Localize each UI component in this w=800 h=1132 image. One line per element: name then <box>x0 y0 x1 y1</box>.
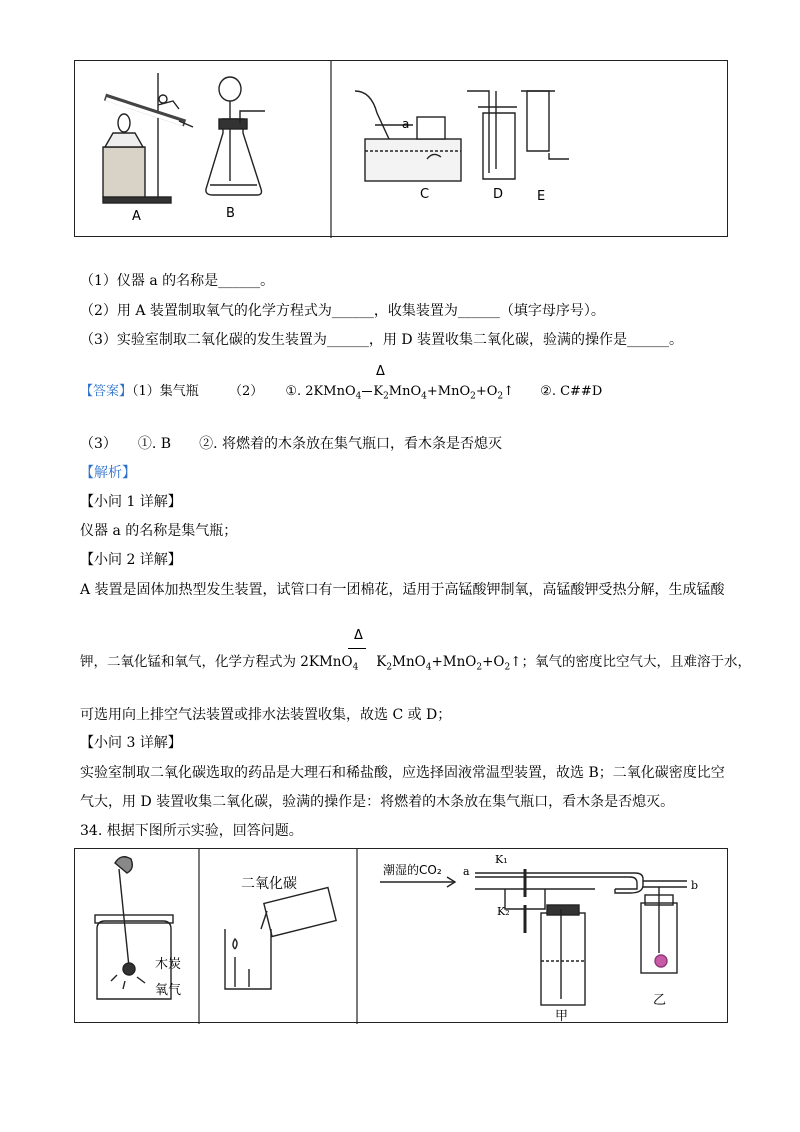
answer-part2-collection: ②. C##D <box>540 384 603 399</box>
analysis-s3-body2: 气大，用 D 装置收集二氧化碳，验满的操作是：将燃着的木条放在集气瓶口，看木条是否熄灭。 <box>80 794 675 810</box>
figure-label-A: A <box>132 209 141 224</box>
analysis-s1-body: 仪器 a 的名称是集气瓶； <box>80 523 238 539</box>
analysis-s2-body2: 钾，二氧化锰和氧气，化学方程式为 2KMnO$_4$ $K_2MnO_4+MnO_2+O_2↑$；氧气的密度比空气大，且难溶于水， <box>80 654 752 673</box>
label-yi: 乙 <box>653 993 667 1008</box>
question-2: （2）用 A 装置制取氧气的化学方程式为______，收集装置为______（填字母序号）。 <box>80 303 605 319</box>
answer-line-1 <box>80 382 602 407</box>
answer-part2-label: （2） <box>228 384 264 399</box>
analysis-delta: Δ <box>354 628 363 643</box>
question-1: （1）仪器 a 的名称是______。 <box>80 273 275 289</box>
answer-tag: 【答案】 <box>80 384 133 399</box>
question-3: （3）实验室制取二氧化碳的发生装置为______，用 D 装置收集二氧化碳，验满的操作是______。 <box>80 332 684 348</box>
analysis-s3-body1: 实验室制取二氧化碳选取的药品是大理石和稀盐酸，应选择固液常温型装置，故选 B；二氧化碳密度比空 <box>80 765 725 781</box>
figure-apparatus-1-drawing <box>75 61 729 238</box>
answer-delta: Δ <box>376 364 385 379</box>
answer-part1: （1）集气瓶 <box>132 384 199 399</box>
analysis-tag: 【解析】 <box>80 465 136 481</box>
analysis-s2-body3: 可选用向上排空气法装置或排水法装置收集，故选 C 或 D； <box>80 707 452 723</box>
label-yangqi: 氧气 <box>155 983 182 998</box>
label-wet-co2: 潮湿的CO₂ <box>383 863 442 877</box>
analysis-s3-head: 【小问 3 详解】 <box>80 735 182 751</box>
label-a: a <box>463 865 470 878</box>
figure-apparatus-1 <box>74 60 728 237</box>
label-co2: 二氧化碳 <box>241 876 297 892</box>
figure-label-a: a <box>402 117 410 131</box>
figure-label-B: B <box>226 206 235 221</box>
label-mutan: 木炭 <box>155 957 182 972</box>
figure-label-E: E <box>537 189 546 204</box>
analysis-s2-head: 【小问 2 详解】 <box>80 552 182 568</box>
answer-part2-equation: ①. 2KMnO$_4$ $K_2MnO_4+MnO_2+O_2↑$ <box>285 384 519 402</box>
figure-apparatus-2 <box>74 848 728 1023</box>
analysis-delta-bar <box>348 648 366 649</box>
label-k2: K₂ <box>497 905 510 918</box>
question-34-title: 34. 根据下图所示实验，回答问题。 <box>80 823 303 839</box>
answer-line-2: （3） ①. B ②. 将燃着的木条放在集气瓶口，看木条是否熄灭 <box>80 436 502 452</box>
analysis-s1-head: 【小问 1 详解】 <box>80 494 182 510</box>
analysis-s2-body1: A 装置是固体加热型发生装置，试管口有一团棉花，适用于高锰酸钾制氧，高锰酸钾受热分解，生成锰酸 <box>80 582 725 598</box>
label-b: b <box>691 879 699 892</box>
label-k1: K₁ <box>495 853 508 866</box>
figure-label-C: C <box>420 187 430 202</box>
label-jia: 甲 <box>555 1009 569 1024</box>
figure-label-D: D <box>493 187 504 202</box>
